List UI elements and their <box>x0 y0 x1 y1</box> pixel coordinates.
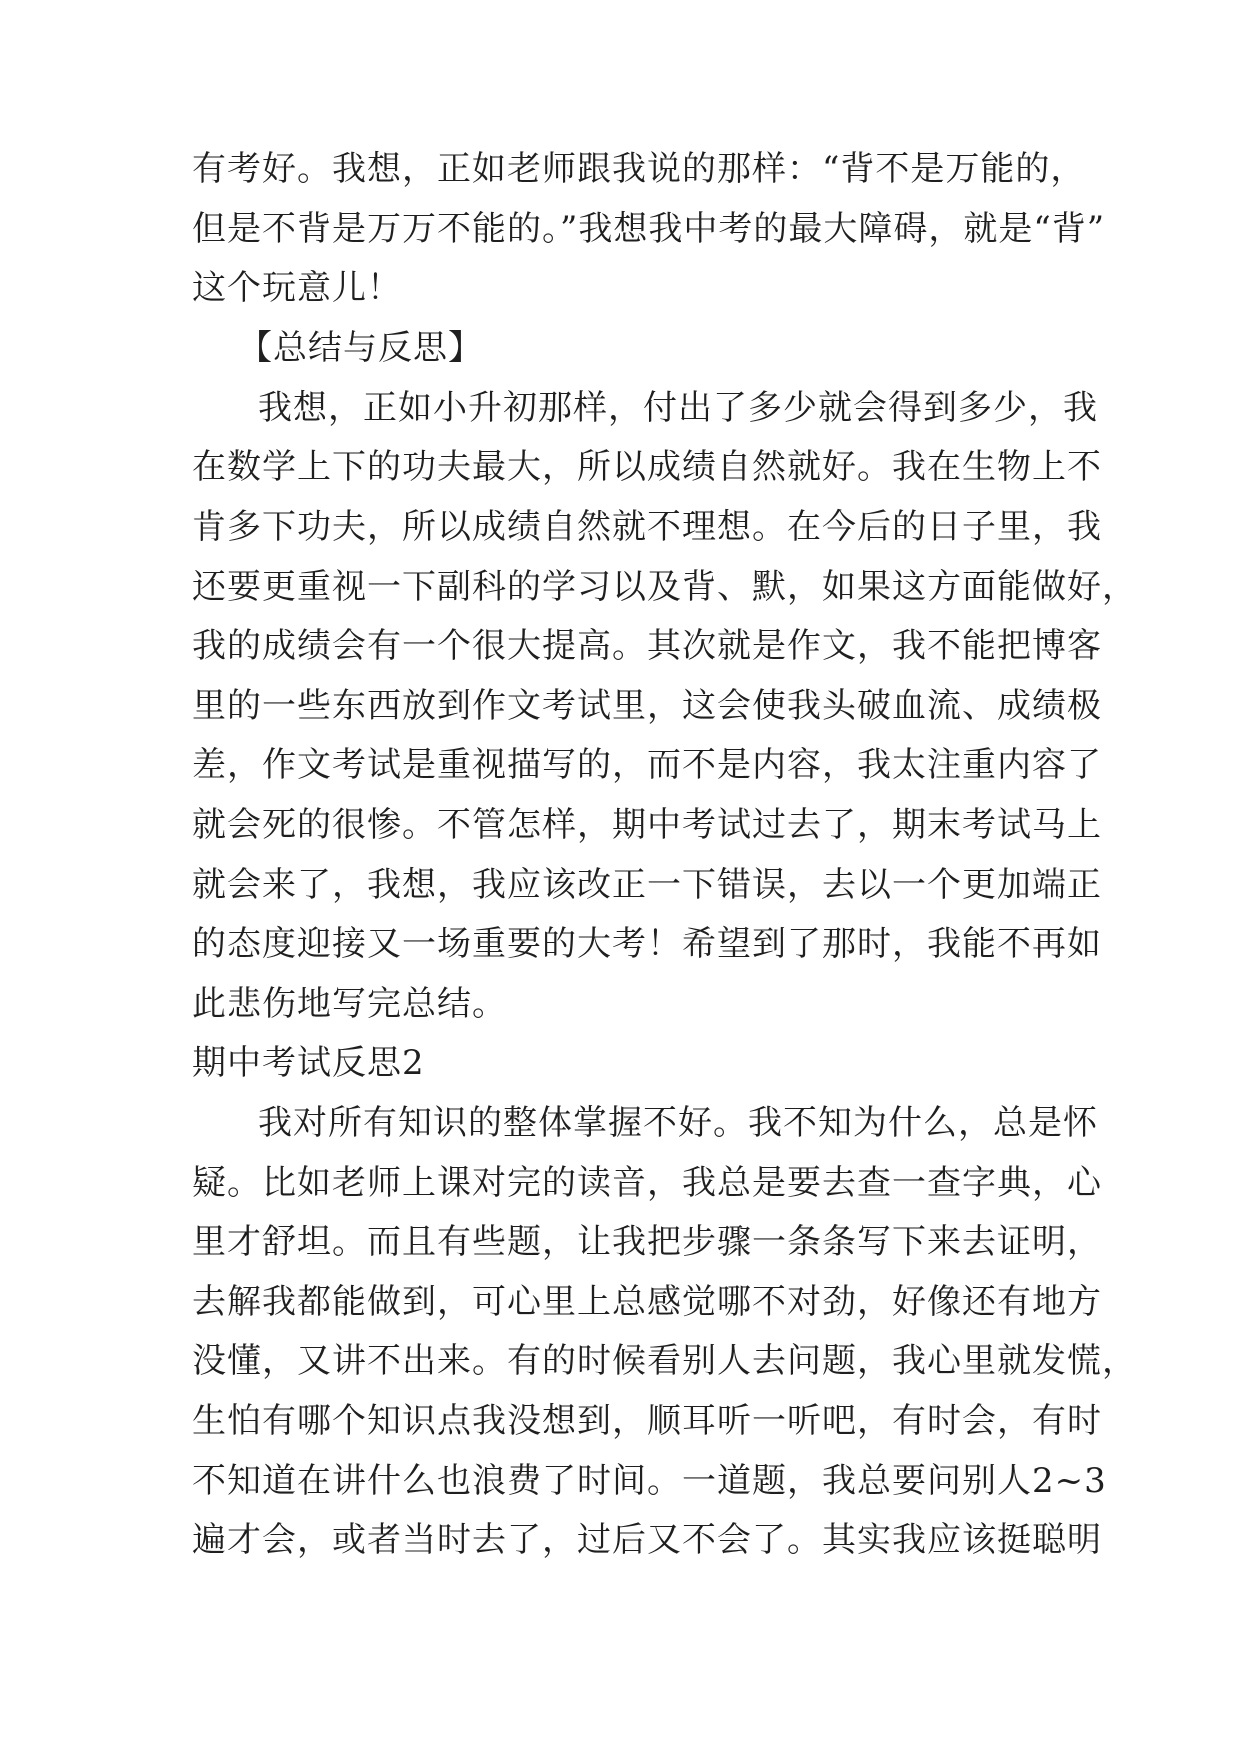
article-title: 期中考试反思2 <box>192 1043 425 1083</box>
text-line: 生怕有哪个知识点我没想到，顺耳听一听吧，有时会，有时 <box>192 1401 1102 1441</box>
text-line: 还要更重视一下副科的学习以及背、默，如果这方面能做好， <box>192 567 1137 607</box>
text-line: 差，作文考试是重视描写的，而不是内容，我太注重内容了 <box>192 745 1102 785</box>
text-line: 此悲伤地写完总结。 <box>192 984 507 1024</box>
text-line: 我想，正如小升初那样，付出了多少就会得到多少，我 <box>258 388 1098 428</box>
text-line: 遍才会，或者当时去了，过后又不会了。其实我应该挺聪明 <box>192 1520 1102 1560</box>
text-line: 肯多下功夫，所以成绩自然就不理想。在今后的日子里，我 <box>192 507 1102 547</box>
text-line: 的态度迎接又一场重要的大考！希望到了那时，我能不再如 <box>192 924 1102 964</box>
text-line: 我对所有知识的整体掌握不好。我不知为什么，总是怀 <box>258 1103 1098 1143</box>
text-line: 里才舒坦。而且有些题，让我把步骤一条条写下来去证明， <box>192 1222 1102 1262</box>
text-line: 在数学上下的功夫最大，所以成绩自然就好。我在生物上不 <box>192 447 1102 487</box>
text-line: 这个玩意儿！ <box>192 268 402 308</box>
text-line: 就会死的很惨。不管怎样，期中考试过去了，期末考试马上 <box>192 805 1102 845</box>
text-line: 就会来了，我想，我应该改正一下错误，去以一个更加端正 <box>192 865 1102 905</box>
text-line: 疑。比如老师上课对完的读音，我总是要去查一查字典，心 <box>192 1163 1102 1203</box>
text-line: 不知道在讲什么也浪费了时间。一道题，我总要问别人2~3 <box>192 1461 1107 1501</box>
section-heading: 【总结与反思】 <box>238 328 483 368</box>
text-line: 去解我都能做到，可心里上总感觉哪不对劲，好像还有地方 <box>192 1282 1102 1322</box>
text-line: 我的成绩会有一个很大提高。其次就是作文，我不能把博客 <box>192 626 1102 666</box>
text-line: 有考好。我想，正如老师跟我说的那样：“背不是万能的， <box>192 149 1086 189</box>
text-line: 但是不背是万万不能的。”我想我中考的最大障碍，就是“背” <box>192 209 1106 249</box>
text-line: 没懂，又讲不出来。有的时候看别人去问题，我心里就发慌， <box>192 1341 1137 1381</box>
text-line: 里的一些东西放到作文考试里，这会使我头破血流、成绩极 <box>192 686 1102 726</box>
